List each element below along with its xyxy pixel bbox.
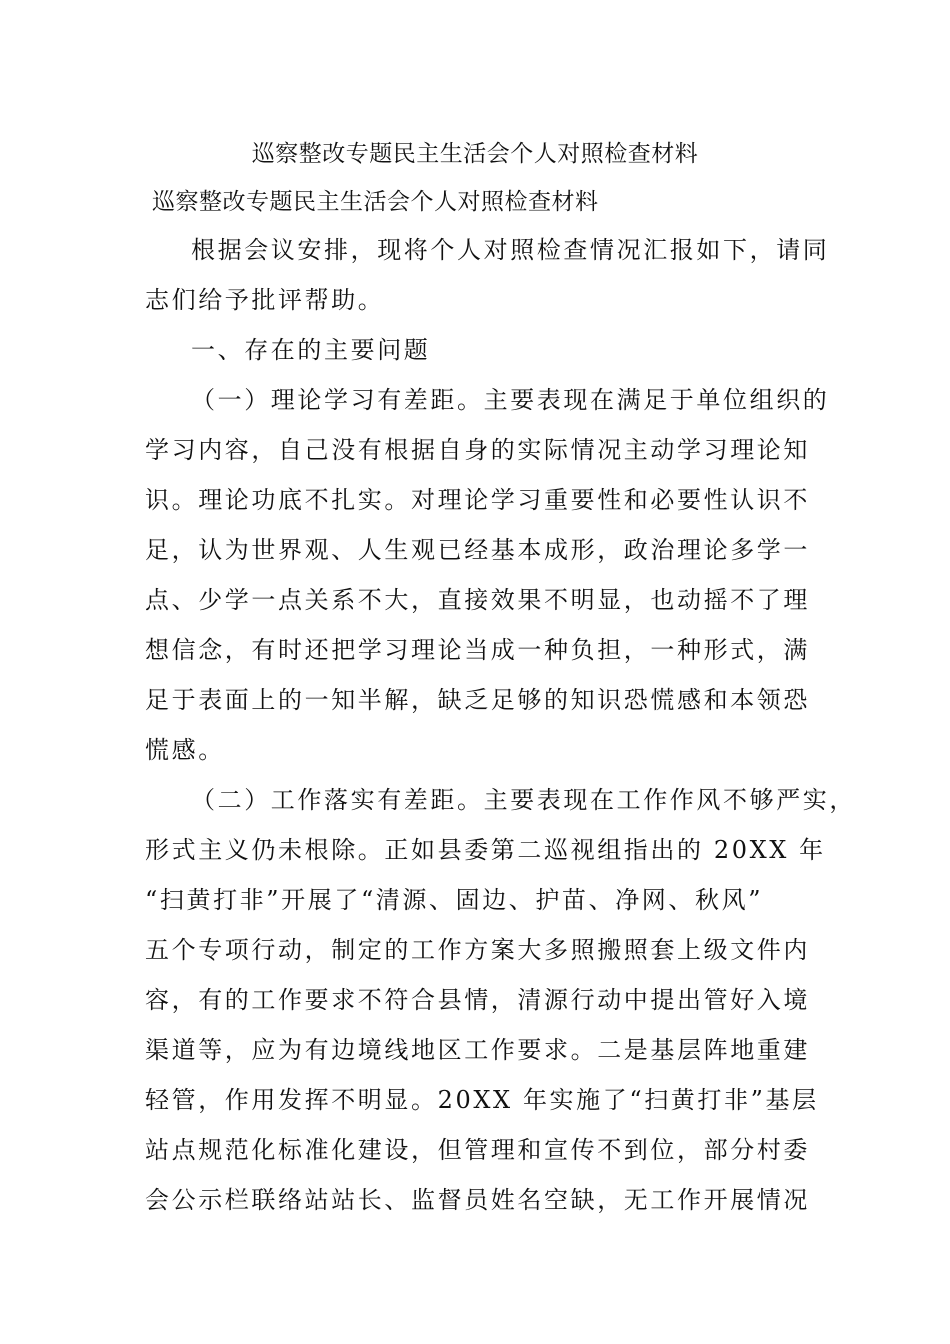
paragraph-intro-line: 根据会议安排，现将个人对照检查情况汇报如下，请同 bbox=[191, 236, 830, 264]
paragraph-work-line: 会公示栏联络站站长、监督员姓名空缺，无工作开展情况 bbox=[145, 1186, 810, 1214]
paragraph-theory-line: 足于表面上的一知半解，缺乏足够的知识恐慌感和本领恐 bbox=[145, 686, 810, 714]
document-body bbox=[145, 233, 856, 1233]
section-heading: 一、存在的主要问题 bbox=[191, 336, 431, 364]
paragraph-theory-line: 学习内容，自己没有根据自身的实际情况主动学习理论知 bbox=[145, 436, 810, 464]
paragraph-work-line: 容，有的工作要求不符合县情，清源行动中提出管好入境 bbox=[145, 986, 810, 1014]
paragraph-work-line: 形式主义仍未根除。正如县委第二巡视组指出的 20XX 年 bbox=[145, 836, 826, 864]
document-title: 巡察整改专题民主生活会个人对照检查材料 bbox=[251, 141, 699, 167]
paragraph-work-line: “扫黄打非”开展了“清源、固边、护苗、净网、秋风” bbox=[145, 886, 764, 914]
paragraph-theory-line: （一）理论学习有差距。主要表现在满足于单位组织的 bbox=[191, 386, 830, 414]
paragraph-theory-line: 慌感。 bbox=[145, 736, 225, 764]
paragraph-work-line: 五个专项行动，制定的工作方案大多照搬照套上级文件内 bbox=[145, 936, 810, 964]
paragraph-work-line: （二）工作落实有差距。主要表现在工作作风不够严实， bbox=[191, 786, 856, 814]
paragraph-theory-line: 识。理论功底不扎实。对理论学习重要性和必要性认识不 bbox=[145, 486, 810, 514]
paragraph-work-line: 轻管，作用发挥不明显。20XX 年实施了“扫黄打非”基层 bbox=[145, 1086, 819, 1114]
paragraph-intro-line: 志们给予批评帮助。 bbox=[145, 286, 385, 314]
paragraph-theory-line: 足，认为世界观、人生观已经基本成形，政治理论多学一 bbox=[145, 536, 810, 564]
paragraph-theory-line: 点、少学一点关系不大，直接效果不明显，也动摇不了理 bbox=[145, 586, 810, 614]
paragraph-work-line: 渠道等，应为有边境线地区工作要求。二是基层阵地重建 bbox=[145, 1036, 810, 1064]
paragraph-work-line: 站点规范化标准化建设，但管理和宣传不到位，部分村委 bbox=[145, 1136, 810, 1164]
document-subtitle: 巡察整改专题民主生活会个人对照检查材料 bbox=[152, 189, 599, 215]
paragraph-theory-line: 想信念，有时还把学习理论当成一种负担，一种形式，满 bbox=[145, 636, 810, 664]
